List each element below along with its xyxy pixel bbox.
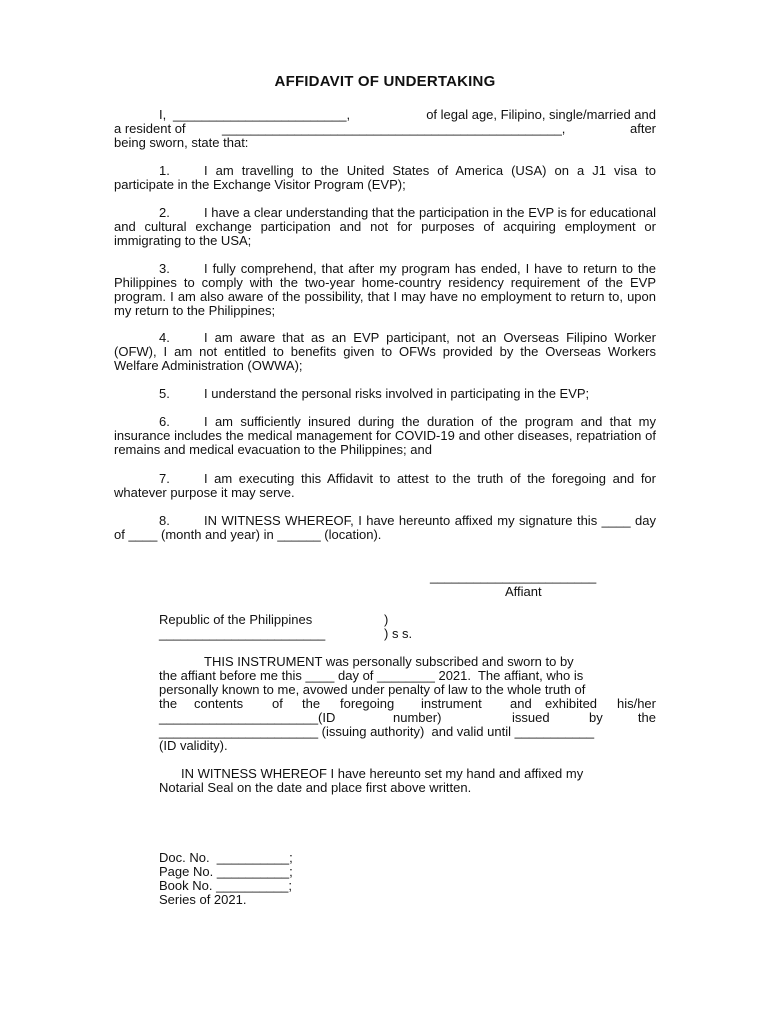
jurat-line-6: ______________________ (issuing authority) and valid until ___________ [159, 724, 595, 739]
jurat-line-5-word: the [637, 710, 656, 725]
jurat-line-4-word: the [302, 696, 321, 711]
venue-blank: _______________________ [159, 626, 326, 641]
jurat-line-4-word: of [272, 696, 283, 711]
jurat-line-4-word: and [510, 696, 532, 711]
affiant-label: Affiant [505, 584, 542, 599]
docket-series: Series of 2021. [159, 892, 247, 907]
jurat-line-4-word: instrument [421, 696, 482, 711]
item-text: I fully comprehend, that after my program has ended, I have to return to the Philippines to comply with the two-year home-country residency requirement of the EVP program. I am also aware of the possibility, that I may have no employment to return to, upon my return to the Philippines; [114, 261, 656, 318]
venue-paren: ) [384, 612, 389, 627]
item-4 [114, 331, 656, 373]
jurat-line-7: (ID validity). [159, 738, 228, 753]
intro-resident-of: a resident of [114, 121, 186, 136]
item-text: I am travelling to the United States of America (USA) on a J1 visa to participate in the Exchange Visitor Program (EVP); [114, 163, 656, 192]
item-number: 5. [159, 386, 170, 401]
item-number: 1. [159, 163, 170, 178]
item-1 [114, 164, 656, 192]
item-5 [114, 387, 656, 401]
intro-sworn: being sworn, state that: [114, 135, 249, 150]
docket-page-no: Page No. __________; [159, 864, 293, 879]
item-number: 6. [159, 414, 170, 429]
jurat-line-3: personally known to me, avowed under penalty of law to the whole truth of [159, 682, 586, 697]
intro-address-blank: _______________________________________________, [222, 121, 566, 136]
item-text: I am sufficiently insured during the duration of the program and that my insurance includes the medical management for COVID-19 and other diseases, repatriation of remains and medical evacuation to the Philippines; and [114, 414, 656, 457]
jurat-line-4-word: his/her [616, 696, 656, 711]
item-8 [114, 514, 656, 542]
notary-witness-line-2: Notarial Seal on the date and place first above written. [159, 780, 472, 795]
venue-ss: ) s s. [384, 626, 413, 641]
jurat-line-4-word: foregoing [340, 696, 395, 711]
jurat-line-5-word: by [589, 710, 603, 725]
jurat-id-blank: ______________________(ID [159, 710, 336, 725]
item-number: 3. [159, 261, 170, 276]
docket-book-no: Book No. __________; [159, 878, 292, 893]
item-text: I am aware that as an EVP participant, not an Overseas Filipino Worker (OFW), I am not entitled to benefits given to OFWs provided by the Overseas Workers Welfare Administration (OWWA); [114, 330, 656, 373]
item-number: 2. [159, 205, 170, 220]
item-7 [114, 472, 656, 500]
intro-name-blank: ________________________, [173, 107, 351, 122]
jurat-line-5-word: number) [393, 710, 442, 725]
item-text: IN WITNESS WHEREOF, I have hereunto affixed my signature this ____ day of ____ (month and year) in ______ (location). [114, 513, 656, 542]
item-text: I am executing this Affidavit to attest to the truth of the foregoing and for whatever purpose it may serve. [114, 471, 656, 500]
jurat-line-1: THIS INSTRUMENT was personally subscribed and sworn to by [204, 654, 574, 669]
jurat-line-5-word: issued [512, 710, 550, 725]
jurat-line-4-word: exhibited [545, 696, 598, 711]
item-3 [114, 262, 656, 318]
notary-witness-line-1: IN WITNESS WHEREOF I have hereunto set my hand and affixed my [181, 766, 584, 781]
jurat-line-4-word: the [159, 696, 178, 711]
venue-republic: Republic of the Philippines [159, 612, 313, 627]
item-number: 7. [159, 471, 170, 486]
item-number: 4. [159, 330, 170, 345]
item-text: I have a clear understanding that the participation in the EVP is for educational and cultural exchange participation and not for purposes of acquiring employment or immigrating to the USA; [114, 205, 656, 248]
jurat-line-2: the affiant before me this ____ day of ________ 2021. The affiant, who is [159, 668, 584, 683]
intro-after: after [629, 121, 656, 136]
item-number: 8. [159, 513, 170, 528]
affiant-signature-line: _______________________ [430, 569, 597, 584]
item-text: I understand the personal risks involved in participating in the EVP; [204, 386, 590, 401]
intro-i: I, [159, 107, 167, 122]
jurat-line-4-word: contents [194, 696, 244, 711]
item-6 [114, 415, 656, 457]
intro-legal-age: of legal age, Filipino, single/married and [426, 107, 656, 122]
item-2 [114, 206, 656, 248]
docket-doc-no: Doc. No. __________; [159, 850, 293, 865]
document-title: AFFIDAVIT OF UNDERTAKING [274, 73, 496, 90]
